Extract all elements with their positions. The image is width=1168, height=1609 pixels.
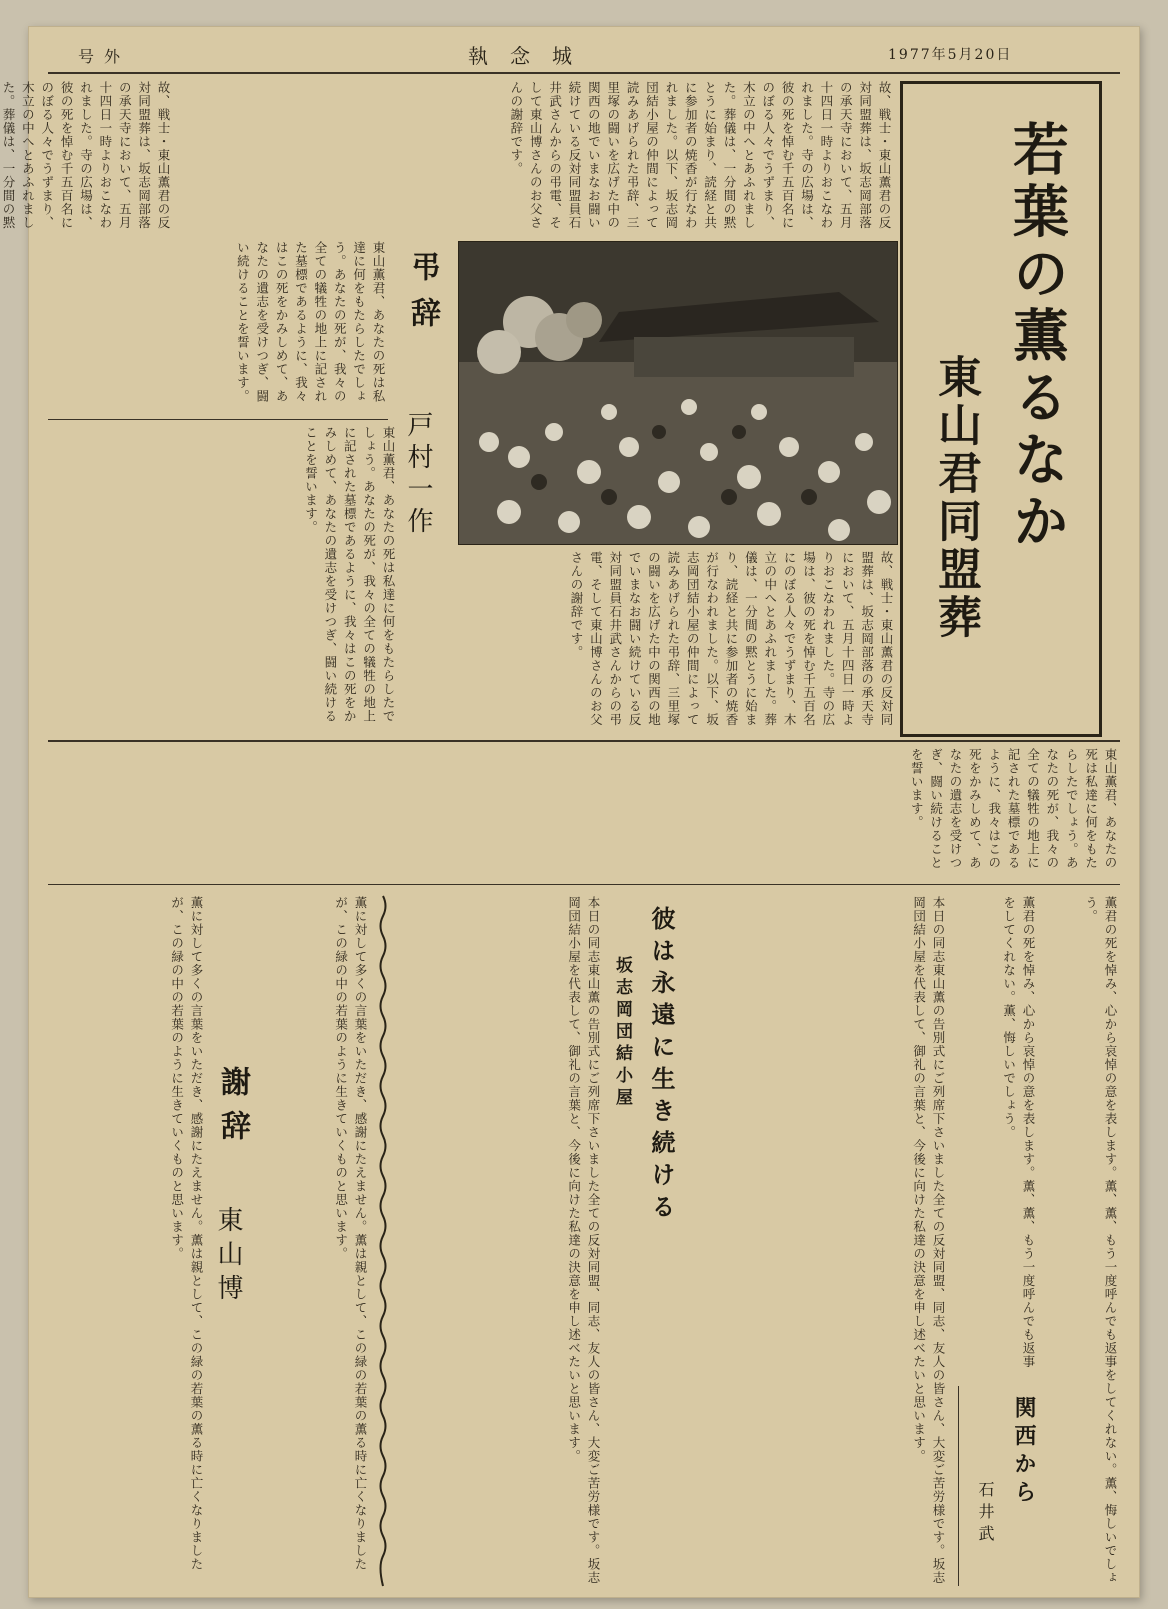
masthead — [28, 26, 1140, 72]
choji-author: 戸村一作 — [403, 411, 433, 539]
kansai-text-upper: 薫君の死を悼み、心から哀悼の意を表します。薫、薫、もう一度呼んでも返事をしてくれない。薫、悔しいでしょう。 — [1001, 896, 1036, 1369]
choji-text-middle: 東山薫君、あなたの死は私達に何をもたらしたでしょう。あなたの死が、我々の全ての犠牲の地上に記された墓標であるように、我々はこの死をかみしめて、あなたの遺志を受けつぎ、闘い続けることを誓います。 — [909, 748, 1118, 870]
newspaper-page — [1, 26, 1140, 1598]
issue-label: 号外 — [78, 47, 131, 66]
funeral-report-continued: 故、戦士・東山薫君の反対同盟葬は、坂志岡部落の承天寺において、五月十四日一時よりおこなわれました。寺の広場は、彼の死を悼む千五百名にのぼる人々でうずまり、木立の中へとあふれました。葬儀は、一分間の黙 — [1, 81, 171, 230]
issue-date: 1977年5月20日 — [888, 47, 1013, 63]
choji-text-lower: 東山薫君、あなたの死は私達に何をもたらしたでしょう。あなたの死が、我々の全ての犠牲の地上に記された墓標であるように、我々はこの死をかみしめて、あなたの遺志を受けつぎ、闘い続けることを誓います。 — [303, 426, 396, 723]
shaji-title: 謝辞 — [215, 1066, 250, 1154]
kansai-title: 関西から — [1011, 1396, 1036, 1508]
shaji-text-left: 薫に対して多くの言葉をいただき、感謝にたえません。薫は親として、この緑の若葉の薫る時に亡くなりましたが、この緑の中の若葉のように生きていくものと思います。 — [169, 896, 204, 1571]
eien-author: 坂志岡団結小屋 — [612, 956, 632, 1110]
eien-text: 本日の同志東山薫の告別式にご列席下さいました全ての反対同盟、同志、友人の皆さん、大変ご苦労様です。坂志岡団結小屋を代表して、御礼の言葉と、今後に向けた私達の決意を申し述べたいと思います。 — [566, 896, 601, 1585]
paper-name: 執念城 — [468, 44, 594, 68]
kansai-text: 薫君の死を悼み、心から哀悼の意を表します。薫、薫、もう一度呼んでも返事をしてくれない。薫、悔しいでしょう。 — [1083, 896, 1118, 1585]
choji-title: 弔辞 — [405, 251, 440, 343]
headline-main: 若葉の薫るなか — [1004, 120, 1070, 554]
shaji-text: 薫に対して多くの言葉をいただき、感謝にたえません。薫は親として、この緑の若葉の薫る時に亡くなりましたが、この緑の中の若葉のように生きていくものと思います。 — [333, 896, 368, 1571]
eien-text-right: 本日の同志東山薫の告別式にご列席下さいました全ての反対同盟、同志、友人の皆さん、大変ご苦労様です。坂志岡団結小屋を代表して、御礼の言葉と、今後に向けた私達の決意を申し述べたいと思います。 — [911, 896, 946, 1585]
eien-title: 彼は永遠に生き続ける — [647, 906, 675, 1226]
lower-rule — [48, 884, 1120, 885]
funeral-report-text: 故、戦士・東山薫君の反対同盟葬は、坂志岡部落の承天寺において、五月十四日一時よりおこなわれました。寺の広場は、彼の死を悼む千五百名にのぼる人々でうずまり、木立の中へとあふれました。葬儀は、一分間の黙とうに始まり、読経と共に参加者の焼香が行なわれました。以下、坂志岡団結小屋の仲間によって読みあげられた弔辞、三里塚の闘いを広げた中の関西の地でいまなお闘い続けている反対同盟員石井武さんからの弔電、そして東山博さんのお父さんの謝辞です。 — [508, 81, 892, 230]
masthead-rule — [48, 72, 1120, 74]
wavy-divider — [376, 896, 390, 1586]
kansai-rule — [958, 1386, 959, 1586]
shaji-author: 東山博 — [213, 1206, 243, 1308]
choji-text-upper: 東山薫君、あなたの死は私達に何をもたらしたでしょう。あなたの死が、我々の全ての犠牲の地上に記された墓標であるように、我々はこの死をかみしめて、あなたの遺志を受けつぎ、闘い続けることを誓います。 — [235, 241, 386, 403]
headline-sub: 東山君同盟葬 — [930, 354, 981, 642]
kansai-author: 石井武 — [976, 1481, 995, 1547]
funeral-report-lower: 故、戦士・東山薫君の反対同盟葬は、坂志岡部落の承天寺において、五月十四日一時よりおこなわれました。寺の広場は、彼の死を悼む千五百名にのぼる人々でうずまり、木立の中へとあふれました。葬儀は、一分間の黙とうに始まり、読経と共に参加者の焼香が行なわれました。以下、坂志岡団結小屋の仲間によって読みあげられた弔辞、三里塚の闘いを広げた中の関西の地でいまなお闘い続けている反対同盟員石井武さんからの弔電、そして東山博さんのお父さんの謝辞です。 — [569, 551, 894, 727]
mid-rule — [48, 740, 1120, 742]
funeral-crowd-image — [459, 242, 897, 544]
funeral-photo — [458, 241, 898, 545]
choji-rule — [48, 419, 388, 420]
headline-box — [900, 81, 1102, 737]
